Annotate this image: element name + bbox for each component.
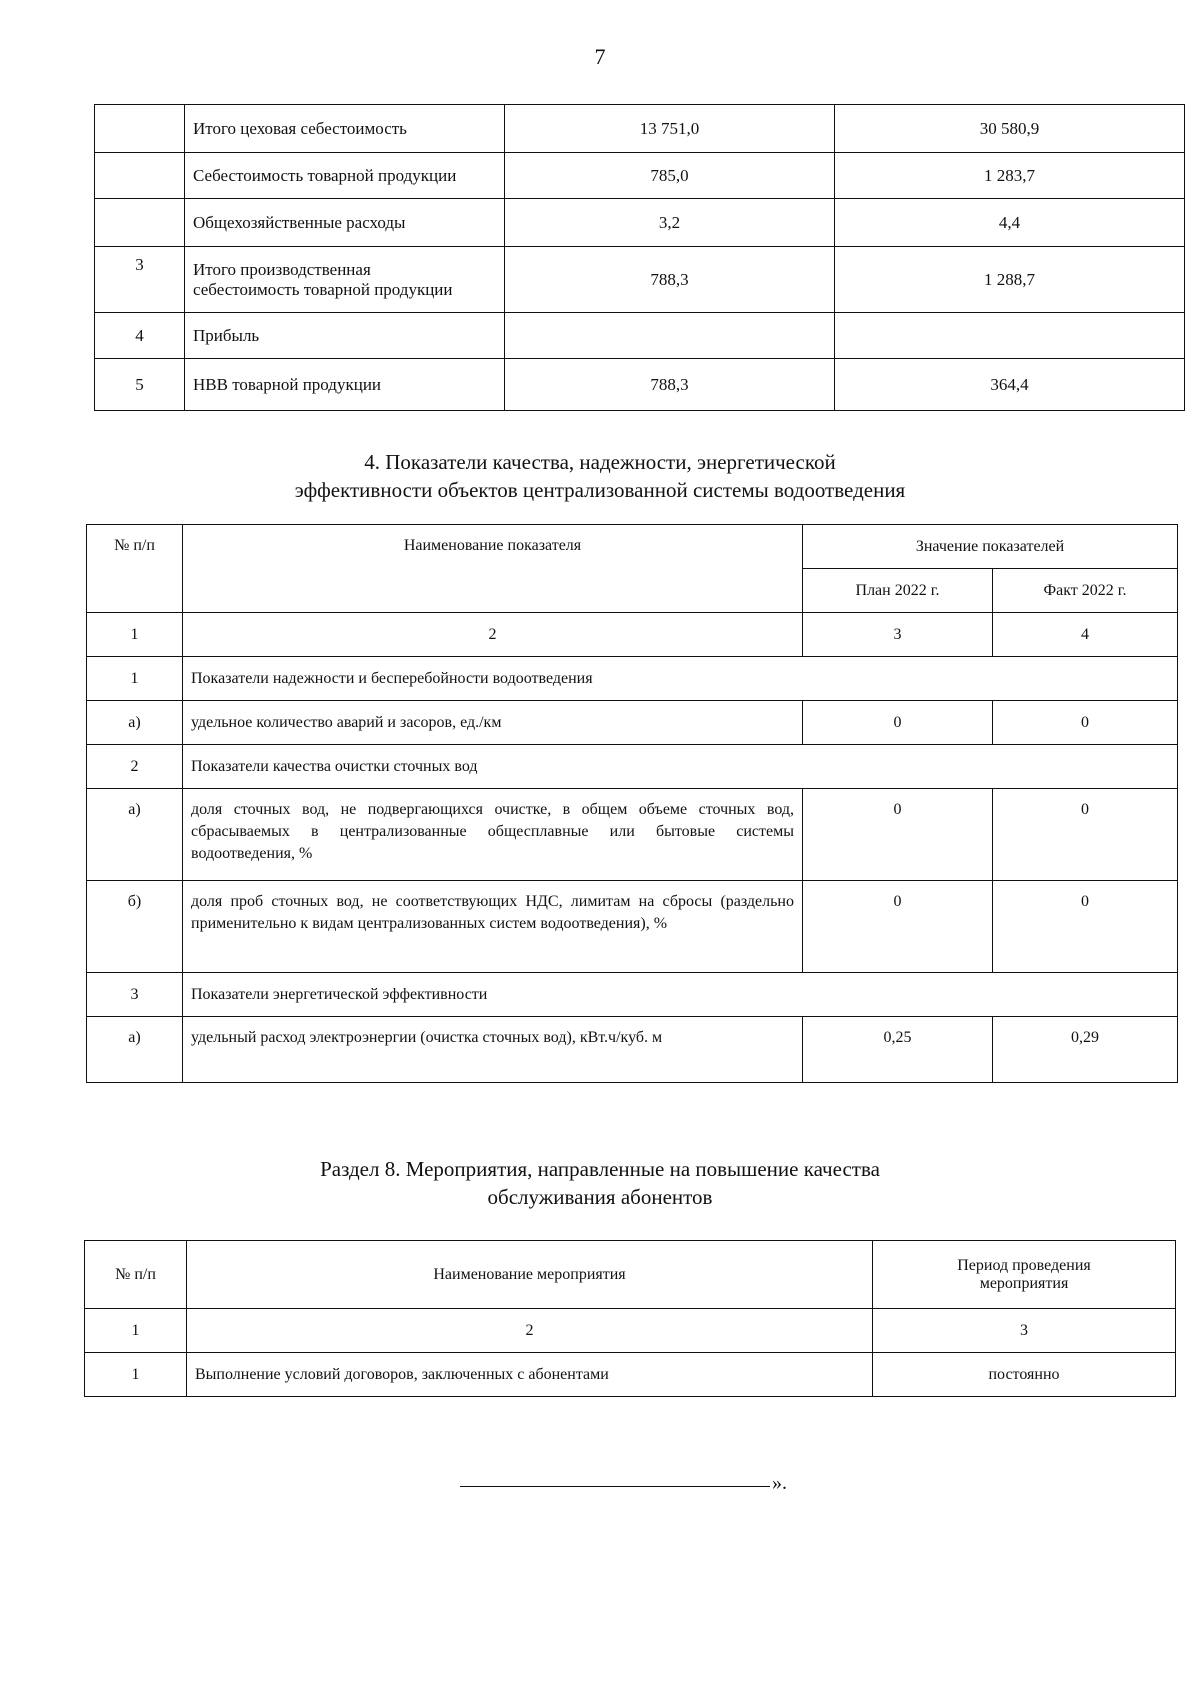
group-row bbox=[87, 973, 1178, 1017]
row-value-1: 788,3 bbox=[505, 247, 835, 313]
item-plan: 0 bbox=[803, 701, 993, 745]
table-header-row bbox=[87, 525, 1178, 569]
header-values: Значение показателей bbox=[803, 525, 1178, 569]
column-number: 3 bbox=[803, 613, 993, 657]
row-name: НВВ товарной продукции bbox=[185, 359, 505, 411]
item-plan: 0 bbox=[803, 881, 993, 973]
row-value-2 bbox=[835, 313, 1185, 359]
group-title: Показатели качества очистки сточных вод bbox=[183, 745, 1178, 789]
group-row bbox=[87, 657, 1178, 701]
row-value-2: 1 283,7 bbox=[835, 153, 1185, 199]
table-row bbox=[87, 881, 1178, 973]
header-name: Наименование показателя bbox=[183, 525, 803, 613]
header-num: № п/п bbox=[85, 1241, 187, 1309]
row-name-line: Итого производственная bbox=[193, 259, 371, 279]
item-letter: б) bbox=[87, 881, 183, 973]
item-letter: а) bbox=[87, 701, 183, 745]
column-number: 1 bbox=[85, 1309, 187, 1353]
cost-table bbox=[94, 104, 1185, 411]
item-name: доля проб сточных вод, не соответствующих НДС, лимитам на сбросы (раздельно применительно к видам централизованных систем водоотведения), % bbox=[183, 881, 803, 973]
event-name: Выполнение условий договоров, заключенных с абонентами bbox=[187, 1353, 873, 1397]
item-name: удельный расход электроэнергии (очистка сточных вод), кВт.ч/куб. м bbox=[183, 1017, 803, 1083]
item-plan: 0,25 bbox=[803, 1017, 993, 1083]
header-name: Наименование мероприятия bbox=[187, 1241, 873, 1309]
row-number bbox=[95, 105, 185, 153]
row-name: Общехозяйственные расходы bbox=[185, 199, 505, 247]
section-4-title bbox=[0, 448, 1200, 504]
column-number-row bbox=[87, 613, 1178, 657]
item-name: доля сточных вод, не подвергающихся очистке, в общем объеме сточных вод, сбрасываемых в централизованные общесплавные или бытовые системы водоотведения, % bbox=[183, 789, 803, 881]
item-plan: 0 bbox=[803, 789, 993, 881]
row-value-1: 788,3 bbox=[505, 359, 835, 411]
header-period-line: мероприятия bbox=[979, 1274, 1069, 1292]
row-number: 5 bbox=[95, 359, 185, 411]
item-fact: 0 bbox=[993, 701, 1178, 745]
row-name-line: себестоимость товарной продукции bbox=[193, 279, 453, 299]
event-period: постоянно bbox=[873, 1353, 1176, 1397]
item-fact: 0 bbox=[993, 881, 1178, 973]
page-number: 7 bbox=[594, 44, 606, 69]
item-fact: 0 bbox=[993, 789, 1178, 881]
row-value-1: 3,2 bbox=[505, 199, 835, 247]
row-value-1: 13 751,0 bbox=[505, 105, 835, 153]
group-number: 1 bbox=[87, 657, 183, 701]
quality-indicators-table bbox=[86, 524, 1178, 1083]
section-8-title bbox=[0, 1155, 1200, 1211]
group-number: 2 bbox=[87, 745, 183, 789]
table-header-row bbox=[85, 1241, 1176, 1309]
table-row bbox=[87, 701, 1178, 745]
table-row bbox=[87, 789, 1178, 881]
header-period bbox=[873, 1241, 1176, 1309]
table-row bbox=[95, 153, 1185, 199]
table-row bbox=[95, 313, 1185, 359]
row-value-2: 30 580,9 bbox=[835, 105, 1185, 153]
group-title: Показатели надежности и бесперебойности водоотведения bbox=[183, 657, 1178, 701]
column-number: 2 bbox=[183, 613, 803, 657]
event-number: 1 bbox=[85, 1353, 187, 1397]
row-value-2: 1 288,7 bbox=[835, 247, 1185, 313]
closing-quote: ». bbox=[772, 1472, 787, 1494]
header-period-line: Период проведения bbox=[957, 1256, 1091, 1274]
row-number: 4 bbox=[95, 313, 185, 359]
header-num: № п/п bbox=[87, 525, 183, 613]
section-title-line: 4. Показатели качества, надежности, энергетической bbox=[364, 450, 836, 474]
item-fact: 0,29 bbox=[993, 1017, 1178, 1083]
section-title-line: эффективности объектов централизованной системы водоотведения bbox=[294, 478, 906, 502]
row-name: Себестоимость товарной продукции bbox=[185, 153, 505, 199]
row-number: 3 bbox=[95, 247, 185, 313]
column-number: 1 bbox=[87, 613, 183, 657]
table-row bbox=[95, 199, 1185, 247]
header-plan: План 2022 г. bbox=[803, 569, 993, 613]
group-title: Показатели энергетической эффективности bbox=[183, 973, 1178, 1017]
column-number: 3 bbox=[873, 1309, 1176, 1353]
group-number: 3 bbox=[87, 973, 183, 1017]
row-value-1 bbox=[505, 313, 835, 359]
item-letter: а) bbox=[87, 1017, 183, 1083]
row-value-2: 364,4 bbox=[835, 359, 1185, 411]
table-row bbox=[95, 105, 1185, 153]
header-fact: Факт 2022 г. bbox=[993, 569, 1178, 613]
row-name: Итого цеховая себестоимость bbox=[185, 105, 505, 153]
table-row bbox=[85, 1353, 1176, 1397]
row-number bbox=[95, 199, 185, 247]
column-number: 2 bbox=[187, 1309, 873, 1353]
table-row bbox=[95, 247, 1185, 313]
group-row bbox=[87, 745, 1178, 789]
table-row bbox=[95, 359, 1185, 411]
column-number: 4 bbox=[993, 613, 1178, 657]
signature-line bbox=[460, 1485, 770, 1487]
row-name: Прибыль bbox=[185, 313, 505, 359]
column-number-row bbox=[85, 1309, 1176, 1353]
item-letter: а) bbox=[87, 789, 183, 881]
section-title-line: Раздел 8. Мероприятия, направленные на повышение качества bbox=[320, 1157, 880, 1181]
row-value-2: 4,4 bbox=[835, 199, 1185, 247]
table-row bbox=[87, 1017, 1178, 1083]
row-value-1: 785,0 bbox=[505, 153, 835, 199]
section-title-line: обслуживания абонентов bbox=[487, 1185, 713, 1209]
row-number bbox=[95, 153, 185, 199]
events-table bbox=[84, 1240, 1176, 1397]
row-name bbox=[185, 247, 505, 313]
item-name: удельное количество аварий и засоров, ед./км bbox=[183, 701, 803, 745]
